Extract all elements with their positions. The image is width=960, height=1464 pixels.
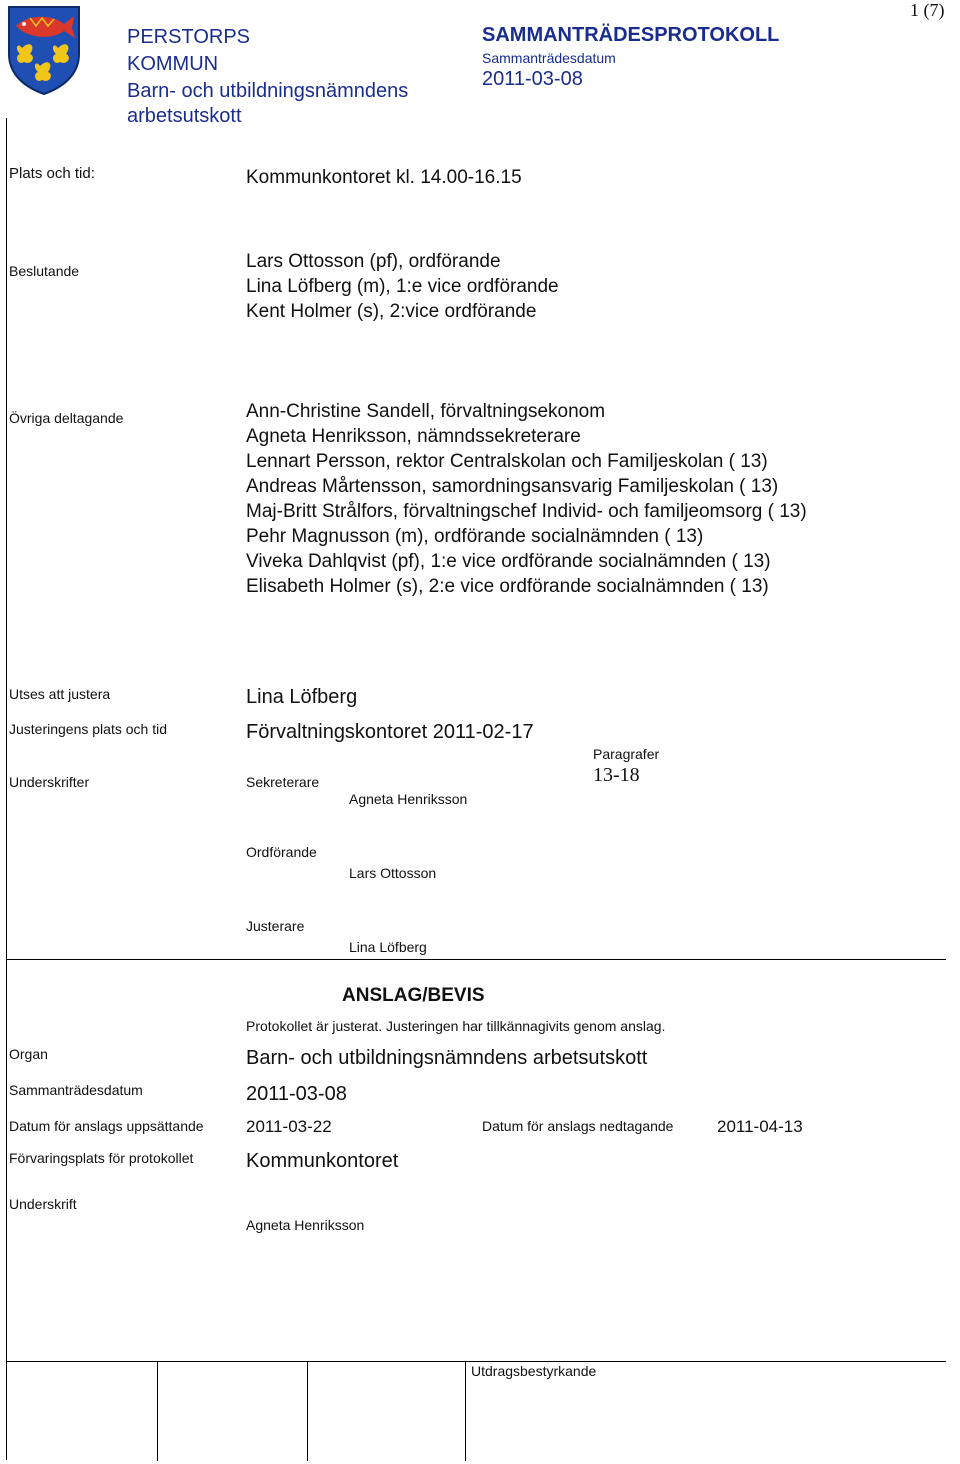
forvaringsplats-value: Kommunkontoret <box>246 1150 399 1172</box>
justering-plats-label: Justeringens plats och tid <box>9 721 167 737</box>
sekreterare-name: Agneta Henriksson <box>349 791 468 807</box>
forvaringsplats-label: Förvaringsplats för protokollet <box>9 1150 194 1166</box>
organ-label: Organ <box>9 1046 48 1062</box>
ovriga-member: Maj-Britt Strålfors, förvaltningschef Individ- och familjeomsorg ( 13) <box>246 501 807 522</box>
ovriga-member: Elisabeth Holmer (s), 2:e vice ordförande socialnämnden ( 13) <box>246 576 769 597</box>
anslag-datum-value: 2011-03-08 <box>246 1083 347 1105</box>
ovriga-member: Viveka Dahlqvist (pf), 1:e vice ordförande socialnämnden ( 13) <box>246 551 771 572</box>
ovriga-list <box>246 399 807 599</box>
plats-value: Kommunkontoret kl. 14.00-16.15 <box>246 167 522 188</box>
utses-label: Utses att justera <box>9 686 111 702</box>
divider-anslag <box>6 959 946 960</box>
ovriga-member: Ann-Christine Sandell, förvaltningsekonom <box>246 401 606 422</box>
anslag-title: ANSLAG/BEVIS <box>342 985 485 1006</box>
justerare-name: Lina Löfberg <box>349 939 427 955</box>
uppsattande-value: 2011-03-22 <box>246 1117 332 1136</box>
committee-name-line2: arbetsutskott <box>127 105 242 127</box>
beslutande-member: Lina Löfberg (m), 1:e vice ordförande <box>246 276 559 297</box>
ovriga-member: Pehr Magnusson (m), ordförande socialnämnden ( 13) <box>246 526 704 547</box>
org-name-line1: PERSTORPS <box>127 26 250 48</box>
utdragsbestyrkande-label: Utdragsbestyrkande <box>471 1363 597 1379</box>
ovriga-member: Lennart Persson, rektor Centralskolan och Familjeskolan ( 13) <box>246 451 768 472</box>
organ-value: Barn- och utbildningsnämndens arbetsutskott <box>246 1047 648 1069</box>
underskrift-name: Agneta Henriksson <box>246 1217 365 1233</box>
document-title: SAMMANTRÄDESPROTOKOLL <box>482 24 780 46</box>
footer-vline-3 <box>465 1361 466 1461</box>
underskrifter-label: Underskrifter <box>9 774 90 790</box>
beslutande-label: Beslutande <box>9 263 80 279</box>
anslag-notice: Protokollet är justerat. Justeringen har tillkännagivits genom anslag. <box>246 1018 666 1034</box>
divider-footer <box>6 1361 946 1362</box>
beslutande-member: Lars Ottosson (pf), ordförande <box>246 251 501 272</box>
plats-label: Plats och tid: <box>9 165 95 182</box>
beslutande-list <box>246 249 559 324</box>
left-border-top <box>6 118 7 960</box>
committee-name-line1: Barn- och utbildningsnämndens <box>127 80 409 102</box>
nedtagande-value: 2011-04-13 <box>717 1117 803 1136</box>
coat-of-arms-logo <box>6 4 82 96</box>
ordforande-name: Lars Ottosson <box>349 865 437 881</box>
uppsattande-label: Datum för anslags uppsättande <box>9 1118 204 1134</box>
org-name-line2: KOMMUN <box>127 53 219 75</box>
utses-value: Lina Löfberg <box>246 686 358 708</box>
sekreterare-label: Sekreterare <box>246 774 320 790</box>
paragrafer-value: 13-18 <box>593 764 640 786</box>
meeting-date-label: Sammanträdesdatum <box>482 50 616 66</box>
beslutande-member: Kent Holmer (s), 2:vice ordförande <box>246 301 537 322</box>
anslag-datum-label: Sammanträdesdatum <box>9 1082 143 1098</box>
footer-vline-2 <box>307 1361 308 1461</box>
footer-vline-1 <box>157 1361 158 1461</box>
ovriga-label: Övriga deltagande <box>9 410 124 426</box>
ovriga-member: Agneta Henriksson, nämndssekreterare <box>246 426 581 447</box>
left-border-bottom <box>6 960 7 1460</box>
justering-plats-value: Förvaltningskontoret 2011-02-17 <box>246 721 534 743</box>
justerare-label: Justerare <box>246 918 305 934</box>
nedtagande-label: Datum för anslags nedtagande <box>482 1118 674 1134</box>
meeting-date-value: 2011-03-08 <box>482 68 583 90</box>
ovriga-member: Andreas Mårtensson, samordningsansvarig Familjeskolan ( 13) <box>246 476 779 497</box>
page-number: 1 (7) <box>910 0 945 20</box>
underskrift-label: Underskrift <box>9 1196 77 1212</box>
paragrafer-label: Paragrafer <box>593 746 660 762</box>
ordforande-label: Ordförande <box>246 844 317 860</box>
